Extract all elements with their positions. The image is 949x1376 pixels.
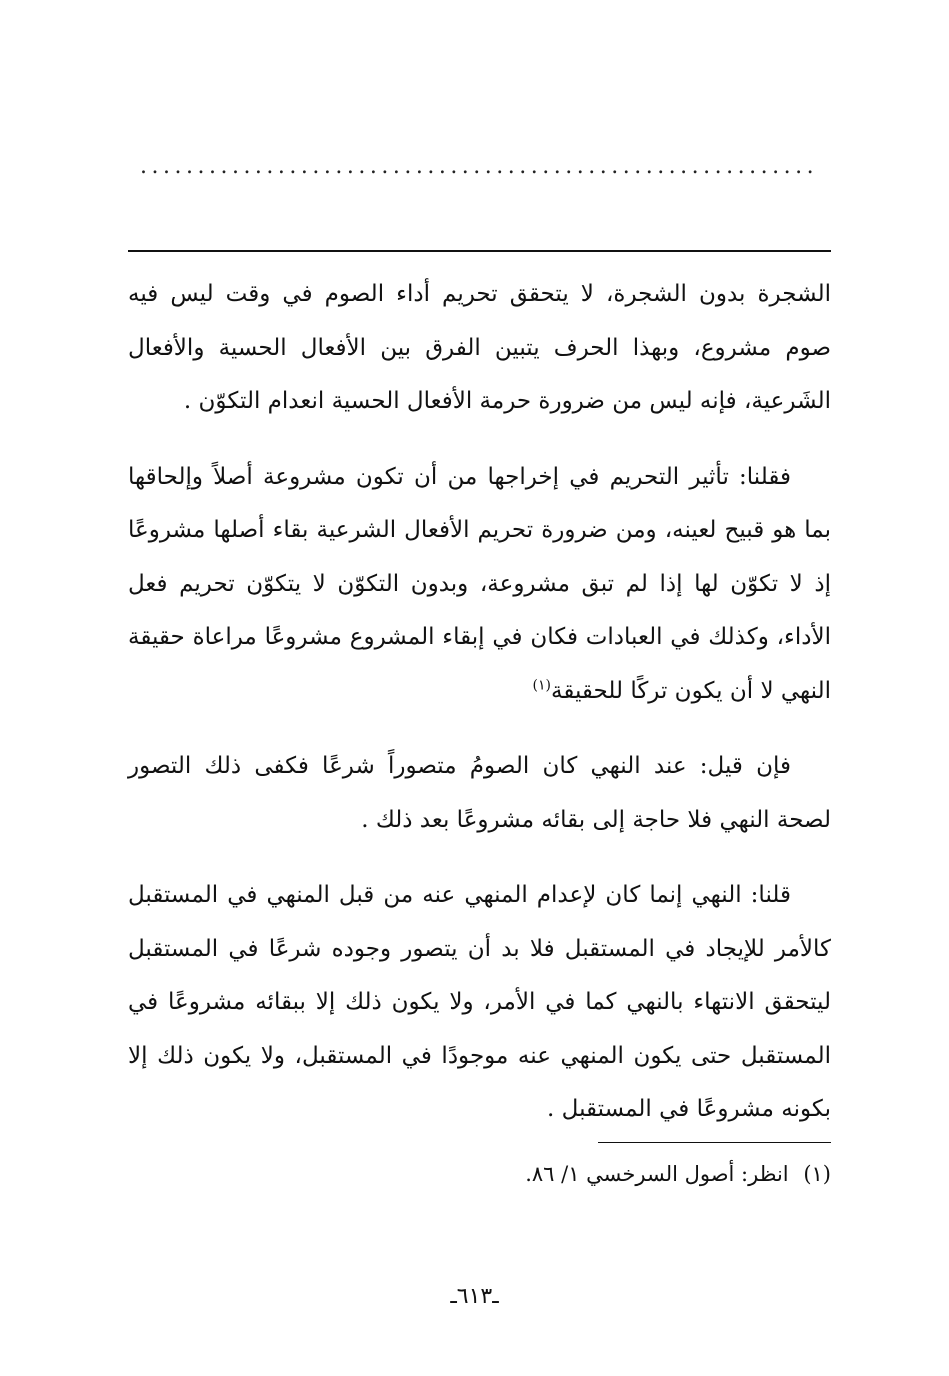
main-text	[128, 268, 831, 1159]
top-rule	[128, 250, 831, 252]
paragraph-4: قلنا: النهي إنما كان لإعدام المنهي عنه من قبل المنهي في المستقبل كالأمر للإيجاد في المستقبل فلا بد أن يتصور وجوده شرعًا في المستقبل ليتحقق الانتهاء بالنهي كما في الأمر، ولا يكون ذلك إلا ببقائه مشروعًا في المستقبل حتى يكون المنهي عنه موجودًا في المستقبل، ولا يكون ذلك إلا بكونه مشروعًا في المستقبل .	[128, 882, 831, 1122]
footnote-number: (١)	[803, 1162, 831, 1186]
paragraph-2-text: فقلنا: تأثير التحريم في إخراجها من أن تكون مشروعة أصلاً وإلحاقها بما هو قبيح لعينه، ومن ضرورة تحريم الأفعال الشرعية بقاء أصلها مشروعًا إذ لا تكوّن لها إذا لم تبق مشروعة، وبدون التكوّن لا يتكوّن تحريم فعل الأداء، وكذلك في العبادات فكان في إبقاء المشروع مشروعًا مراعاة حقيقة النهي لا أن يكون تركًا للحقيقة	[128, 463, 831, 704]
paragraph-3: فإن قيل: عند النهي كان الصومُ متصوراً شرعًا فكفى ذلك التصور لصحة النهي فلا حاجة إلى بقائه مشروعًا بعد ذلك .	[128, 753, 831, 833]
paragraph-1: الشجرة بدون الشجرة، لا يتحقق تحريم أداء الصوم في وقت ليس فيه صوم مشروع، وبهذا الحرف يتبين الفرق بين الأفعال الحسية والأفعال الشَرعية، فإنه ليس من ضرورة حرمة الأفعال الحسية انعدام التكوّن .	[128, 281, 831, 414]
footnote-rule	[598, 1142, 831, 1143]
paragraph-2	[128, 451, 831, 719]
page-number: ـ٦١٣ـ	[450, 1284, 499, 1309]
footnote-reference: (١)	[532, 676, 551, 693]
footnote	[128, 1156, 831, 1192]
footnote-text: انظر: أصول السرخسي ١/ ٨٦.	[525, 1162, 789, 1186]
separator-dots: ...........................................................	[140, 154, 819, 179]
